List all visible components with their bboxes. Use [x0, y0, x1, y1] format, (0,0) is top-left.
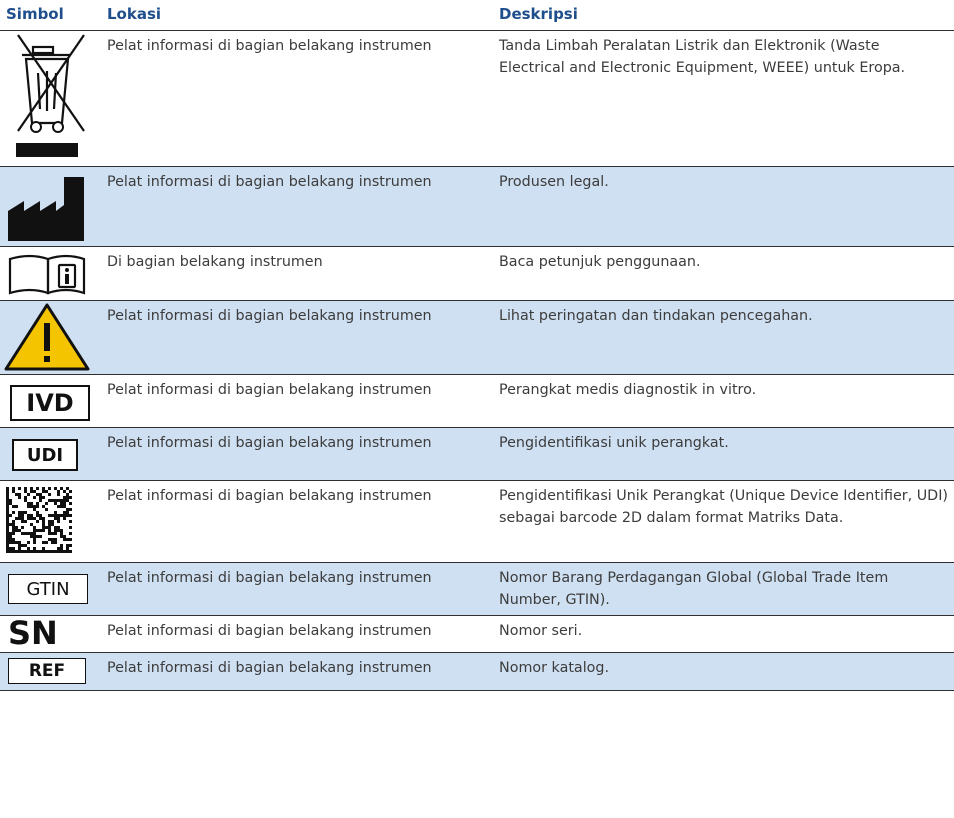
row-location: Pelat informasi di bagian belakang instrumen — [107, 435, 432, 451]
gtin-icon: GTIN — [8, 574, 88, 604]
row-location: Pelat informasi di bagian belakang instrumen — [107, 660, 432, 676]
data-matrix-barcode-icon — [0, 481, 100, 567]
ivd-icon: IVD — [10, 385, 90, 421]
table-row — [0, 375, 954, 427]
header-symbol: Simbol — [6, 5, 64, 23]
consult-instructions-icon — [0, 247, 100, 305]
manufacturer-factory-icon — [0, 167, 100, 251]
table-row — [0, 563, 954, 615]
row-description: Lihat peringatan dan tindakan pencegahan. — [499, 308, 813, 324]
udi-icon: UDI — [12, 439, 78, 471]
row-description: Nomor Barang Perdagangan Global (Global Trade Item Number, GTIN). — [499, 570, 889, 608]
row-description: Produsen legal. — [499, 174, 609, 190]
row-description: Nomor seri. — [499, 623, 583, 639]
table-header — [0, 0, 954, 30]
row-location: Pelat informasi di bagian belakang instrumen — [107, 570, 432, 586]
row-location: Pelat informasi di bagian belakang instrumen — [107, 174, 432, 190]
row-location: Pelat informasi di bagian belakang instrumen — [107, 38, 432, 54]
table-row — [0, 31, 954, 166]
serial-number-icon: SN — [8, 614, 58, 652]
table-row — [0, 481, 954, 562]
row-description: Perangkat medis diagnostik in vitro. — [499, 382, 757, 398]
row-description: Tanda Limbah Peralatan Listrik dan Elektronik (Waste Electrical and Electronic Equipment, WEEE) untuk Eropa. — [499, 38, 906, 76]
row-location: Di bagian belakang instrumen — [107, 254, 323, 270]
table-row — [0, 167, 954, 246]
row-location: Pelat informasi di bagian belakang instrumen — [107, 308, 432, 324]
header-description: Deskripsi — [499, 5, 578, 23]
row-location: Pelat informasi di bagian belakang instrumen — [107, 488, 432, 504]
weee-crossed-bin-icon — [0, 31, 100, 171]
row-location: Pelat informasi di bagian belakang instrumen — [107, 382, 432, 398]
header-location: Lokasi — [107, 5, 162, 23]
table-row — [0, 301, 954, 374]
table-row — [0, 653, 954, 690]
table-row — [0, 616, 954, 652]
catalogue-number-icon: REF — [8, 658, 86, 684]
row-description: Nomor katalog. — [499, 660, 610, 676]
table-row — [0, 247, 954, 300]
row-description: Pengidentifikasi Unik Perangkat (Unique Device Identifier, UDI) sebagai barcode 2D dalam format Matriks Data. — [499, 488, 948, 526]
table-row — [0, 428, 954, 480]
row-description: Baca petunjuk penggunaan. — [499, 254, 701, 270]
row-location: Pelat informasi di bagian belakang instrumen — [107, 623, 432, 639]
caution-warning-icon — [0, 301, 100, 379]
row-description: Pengidentifikasi unik perangkat. — [499, 435, 729, 451]
table-bottom-rule — [0, 690, 954, 691]
